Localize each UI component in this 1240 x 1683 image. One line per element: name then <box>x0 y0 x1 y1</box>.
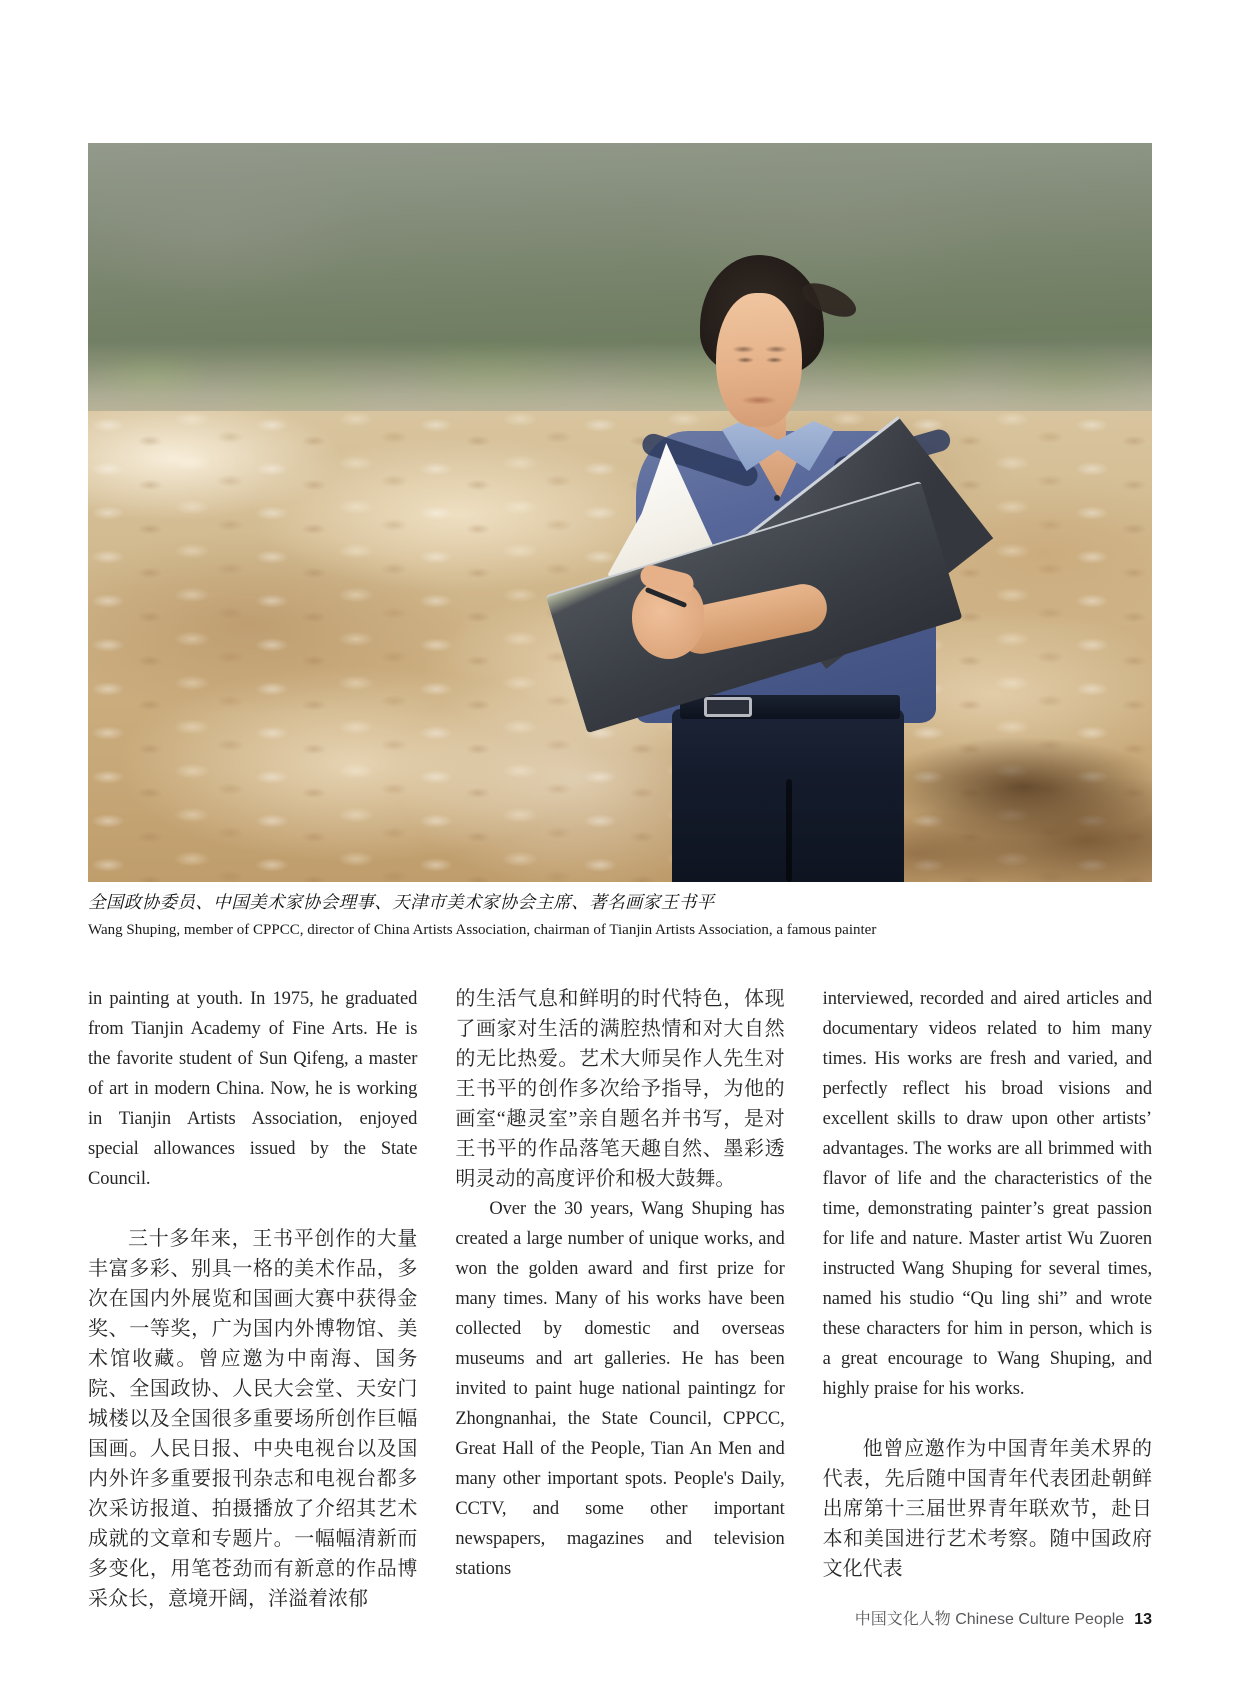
wang-shuping-photo <box>88 143 1152 882</box>
paragraph-en: Over the 30 years, Wang Shuping has created a large number of unique works, and won the golden award and first prize for many times. Many of his works have been collected by domestic and overseas museums and art galleries. He has been invited to paint huge national paintingz for Zhongnanhai, the State Council, CPPCC, Great Hall of the People, Tian An Men and many other important spots. People's Daily, CCTV, and some other important newspapers, magazines and television stations <box>455 1199 785 1579</box>
paragraph-en: interviewed, recorded and aired articles and documentary videos related to him many times. His works are fresh and varied, and perfectly reflect his broad visions and excellent skills to draw upon other artists’ advantages. The works are all brimmed with flavor of life and the characteristics of the time, demonstrating painter’s great passion for life and nature. Master artist Wu Zuoren instructed Wang Shuping for several times, named his studio “Qu ling shi” and wrote these characters for him in person, which is a great encourage to Wang Shuping, and highly praise for his works. <box>822 989 1152 1399</box>
paragraph-zh: 的生活气息和鲜明的时代特色，体现了画家对生活的满腔热情和对大自然的无比热爱。艺术大师吴作人先生对王书平的创作多次给予指导，为他的画室“趣灵室”亲自题名并书写，是对王书平的作品落笔天趣自然、墨彩透明灵动的高度评价和极大鼓舞。 <box>455 988 785 1190</box>
photo-caption-chinese: 全国政协委员、中国美术家协会理事、天津市美术家协会主席、著名画家王书平 <box>88 892 715 912</box>
photo-caption-english: Wang Shuping, member of CPPCC, director of China Artists Association, chairman of Tianjin Artists Association, a famous painter <box>88 922 877 938</box>
article-column-2 <box>455 984 784 1614</box>
article-column-3 <box>823 984 1152 1614</box>
footer-publication-label: 中国文化人物 Chinese Culture People <box>854 1611 1125 1628</box>
belt <box>680 695 900 719</box>
face <box>716 293 802 427</box>
paragraph-zh: 三十多年来，王书平创作的大量丰富多彩、别具一格的美术作品，多次在国内外展览和国画大赛中获得金奖、一等奖，广为国内外博物馆、美术馆收藏。曾应邀为中南海、国务院、全国政协、人民大会堂、天安门城楼以及全国很多重要场所创作巨幅国画。人民日报、中央电视台以及国内外许多重要报刊杂志和电视台都多次采访报道、拍摄播放了介绍其艺术成就的文章和专题片。一幅幅清新而多变化，用笔苍劲而有新意的作品博采众长，意境开阔，洋溢着浓郁 <box>88 1228 418 1610</box>
paragraph-en: in painting at youth. In 1975, he graduated from Tianjin Academy of Fine Arts. He is the favorite student of Sun Qifeng, a master of art in modern China. Now, he is working in Tianjin Artists Association, enjoyed special allowances issued by the State Council. <box>88 989 418 1189</box>
page-footer <box>855 1608 1152 1632</box>
article-column-1 <box>88 984 417 1614</box>
hand <box>632 579 704 659</box>
paragraph-zh: 他曾应邀作为中国青年美术界的代表，先后随中国青年代表团赴朝鲜出席第十三届世界青年联欢节，赴日本和美国进行艺术考察。随中国政府文化代表 <box>822 1438 1152 1580</box>
belt-buckle <box>704 697 752 717</box>
article-body <box>88 984 1152 1614</box>
trousers <box>672 709 904 882</box>
shirt-button <box>774 495 780 501</box>
photo-captions <box>88 889 1152 941</box>
page-number: 13 <box>1134 1611 1152 1628</box>
